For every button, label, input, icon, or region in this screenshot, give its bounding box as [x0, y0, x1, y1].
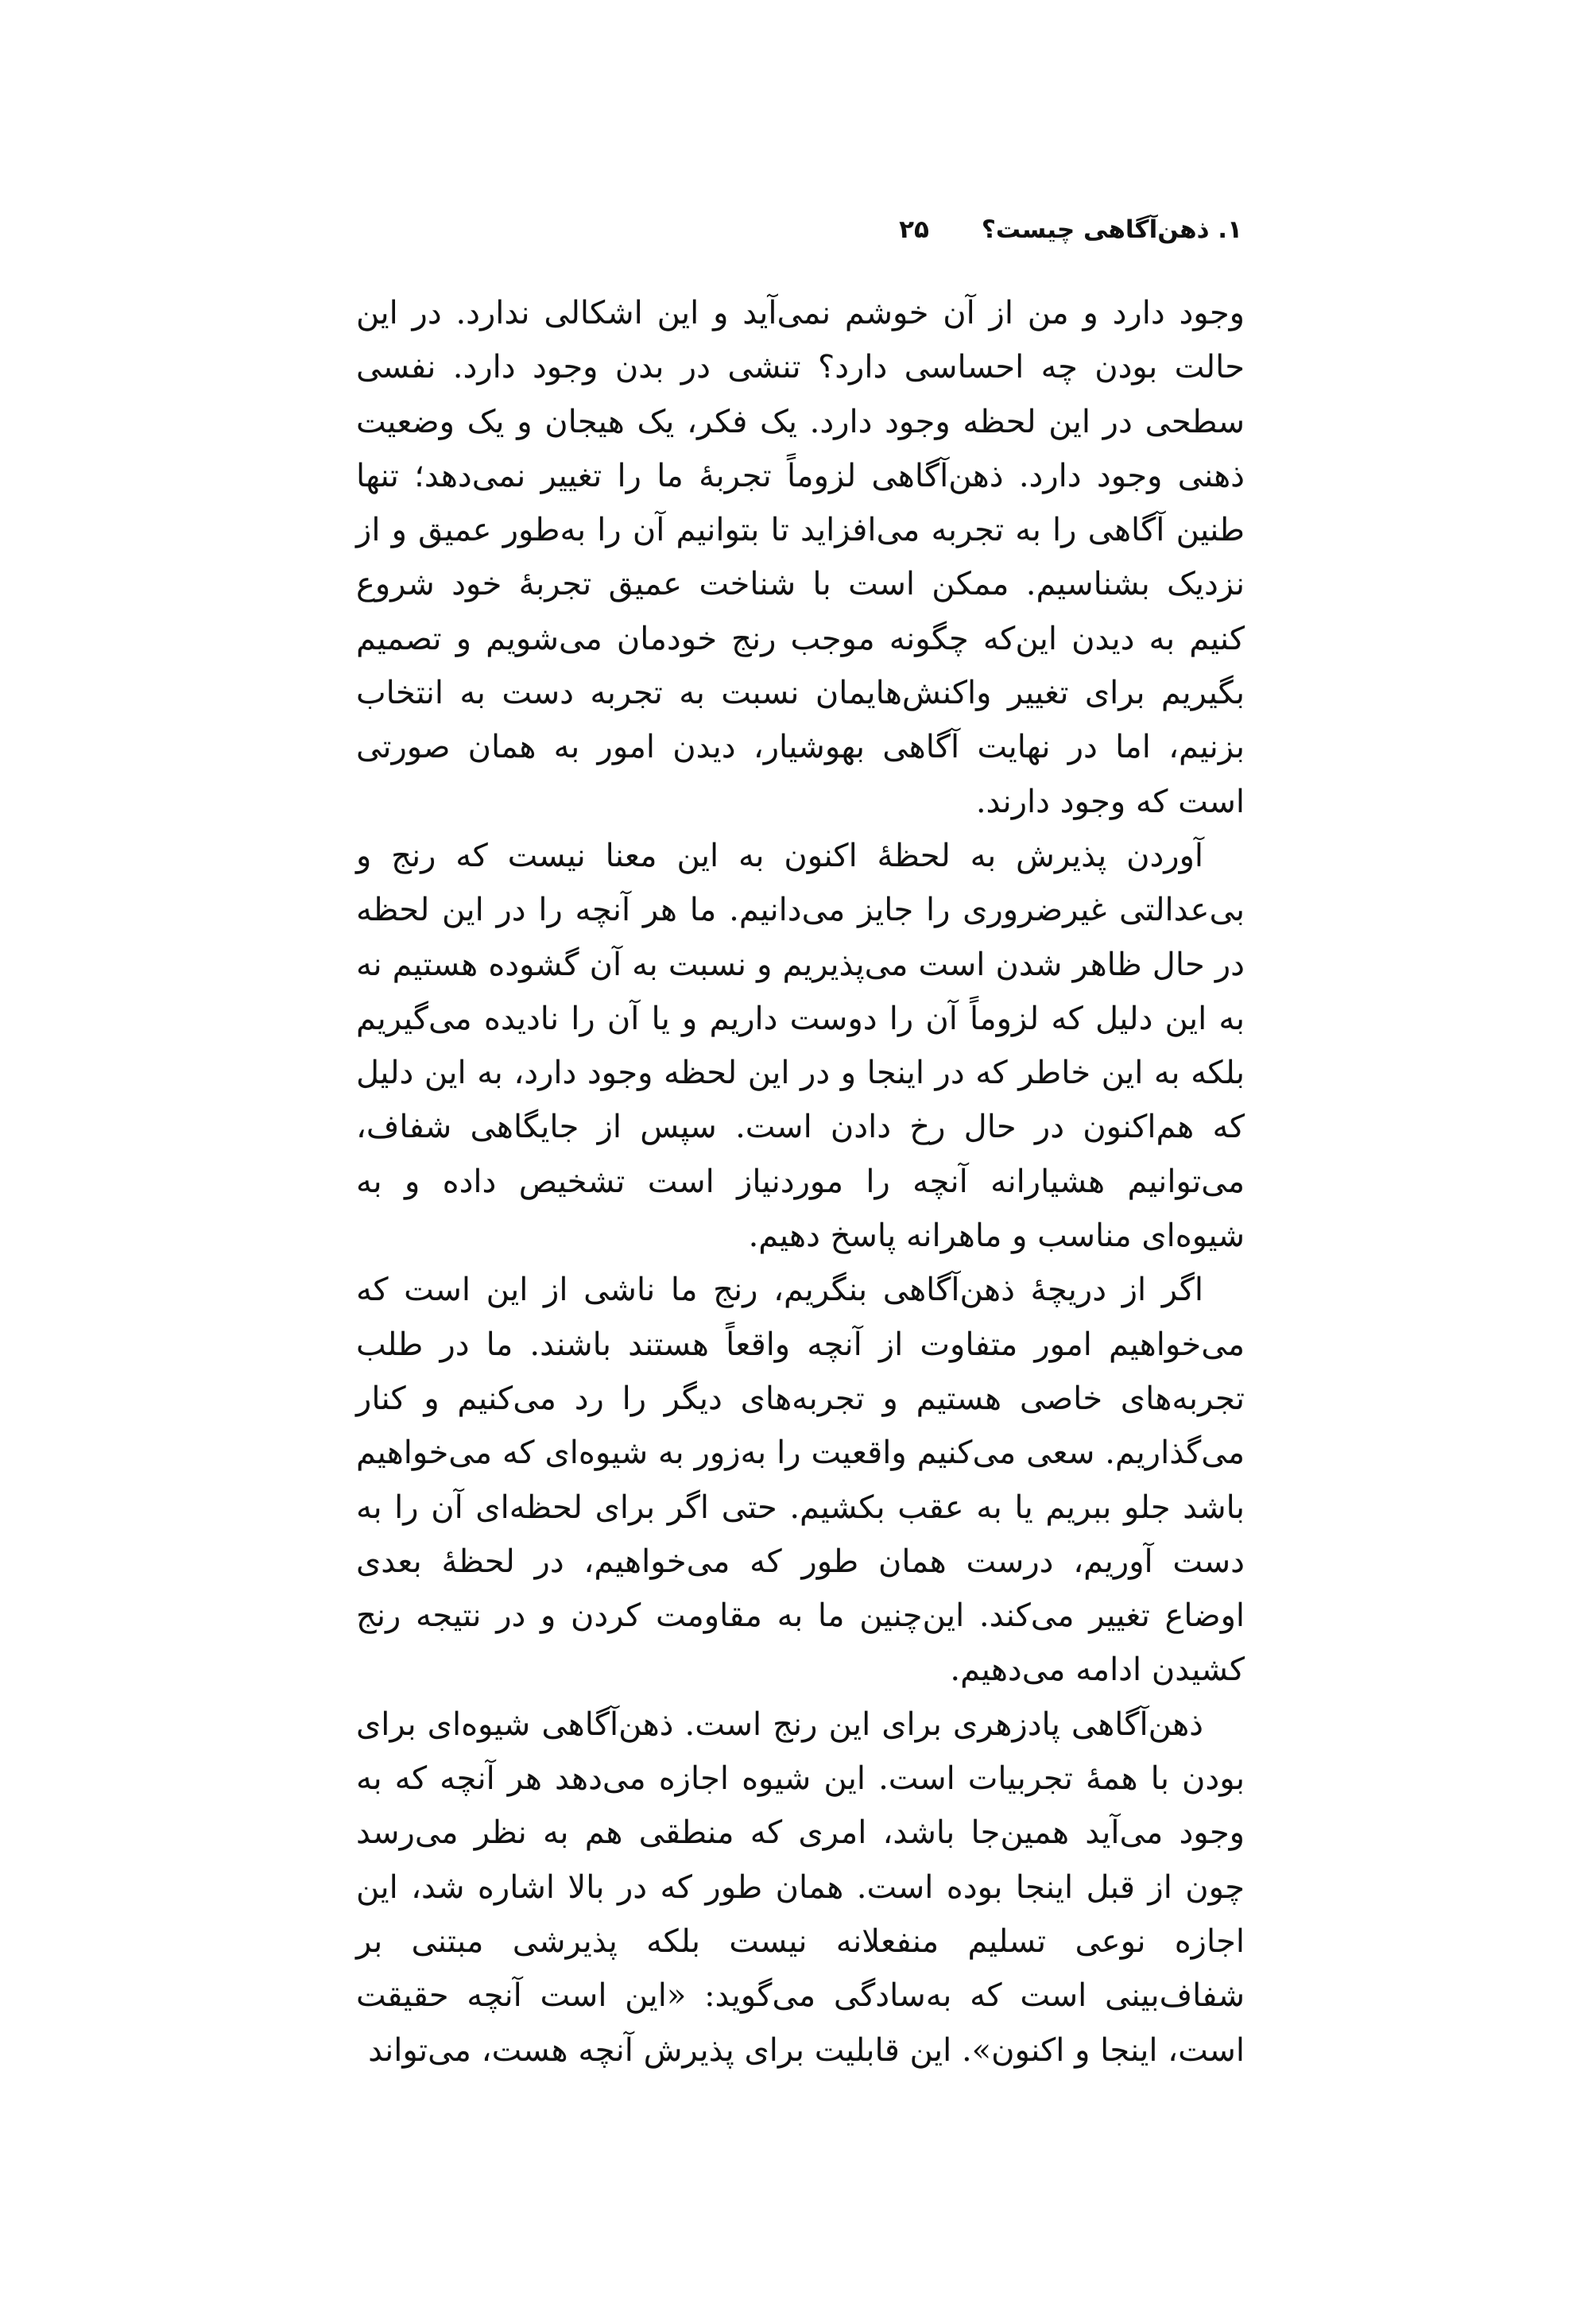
- paragraph: اگر از دریچهٔ ذهن‌آگاهی بنگریم، رنج ما ناشی از این است که می‌خواهیم امور متفاوت از آنچه واقعاً هستند باشند. ما در طلب تجربه‌های خاصی هستیم و تجربه‌های دیگر را رد می‌کنیم و کنار می‌گذاریم. سعی می‌کنیم واقعیت را به‌زور به شیوه‌ای که می‌خواهیم باشد جلو ببریم یا به عقب بکشیم. حتی اگر برای لحظه‌ای آن را به دست آوریم، درست همان طور که می‌خواهیم، در لحظهٔ بعدی اوضاع تغییر می‌کند. این‌چنین ما به مقاومت کردن و در نتیجه رنج کشیدن ادامه می‌دهیم.: [356, 1272, 1245, 1689]
- paragraph: ذهن‌آگاهی پادزهری برای این رنج است. ذهن‌آگاهی شیوه‌ای برای بودن با همهٔ تجربیات است. این شیوه اجازه می‌دهد هر آنچه که به وجود می‌آید همین‌جا باشد، امری که منطقی هم به نظر می‌رسد چون از قبل اینجا بوده است. همان طور که در بالا اشاره شد، این اجازه نوعی تسلیم منفعلانه نیست بلکه پذیرشی مبتنی بر شفاف‌بینی است که به‌سادگی می‌گوید: «این است آنچه حقیقت است، اینجا و اکنون». این قابلیت برای پذیرش آنچه هست، می‌تواند: [356, 1706, 1245, 2069]
- paragraph: آوردن پذیرش به لحظهٔ اکنون به این معنا نیست که رنج و بی‌عدالتی غیرضروری را جایز می‌دانیم. ما هر آنچه را در این لحظه در حال ظاهر شدن است می‌پذیریم و نسبت به آن گشوده هستیم نه به این دلیل که لزوماً آن را دوست داریم و یا آن را نادیده می‌گیریم بلکه به این خاطر که در اینجا و در این لحظه وجود دارد، به این دلیل که هم‌اکنون در حال رخ دادن است. سپس از جایگاهی شفاف، می‌توانیم هشیارانه آنچه را موردنیاز است تشخیص داده و به شیوه‌ای مناسب و ماهرانه پاسخ دهیم.: [356, 837, 1245, 1255]
- paragraph: وجود دارد و من از آن خوشم نمی‌آید و این اشکالی ندارد. در این حالت بودن چه احساسی دارد؟ تنشی در بدن وجود دارد. نفسی سطحی در این لحظه وجود دارد. یک فکر، یک هیجان و یک وضعیت ذهنی وجود دارد. ذهن‌آگاهی لزوماً تجربهٔ ما را تغییر نمی‌دهد؛ تنها طنین آگاهی را به تجربه می‌افزاید تا بتوانیم آن را به‌طور عمیق و از نزدیک بشناسیم. ممکن است با شناخت عمیق تجربهٔ خود شروع کنیم به دیدن این‌که چگونه موجب رنج خودمان می‌شویم و تصمیم بگیریم برای تغییر واکنش‌هایمان نسبت به تجربه دست به انتخاب بزنیم، اما در نهایت آگاهی بهوشیار، دیدن امور به همان صورتی است که وجود دارند.: [356, 295, 1245, 820]
- page-number: ۲۵: [899, 215, 929, 244]
- body-text: [356, 286, 1245, 2077]
- chapter-title: ۱. ذهن‌آگاهی چیست؟: [981, 215, 1242, 244]
- running-head: [899, 208, 1242, 251]
